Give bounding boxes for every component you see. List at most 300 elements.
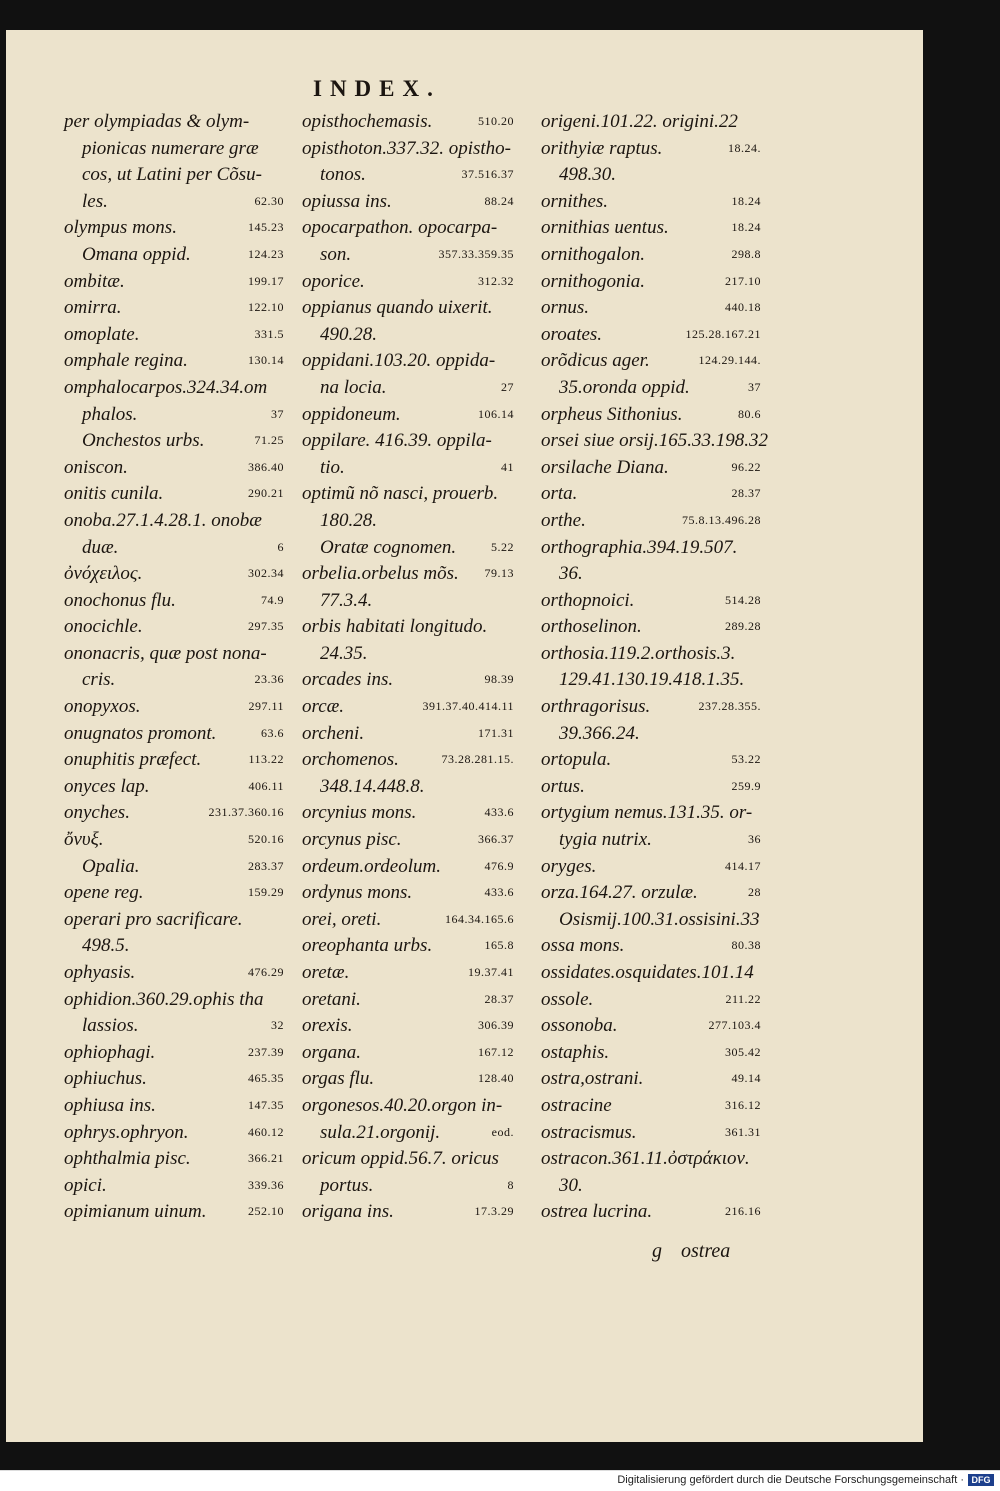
index-entry bbox=[302, 1012, 514, 1039]
entry-reference: 237.28.355. bbox=[698, 699, 761, 714]
index-entry bbox=[302, 799, 514, 826]
entry-term: ophyasis. bbox=[64, 962, 136, 983]
index-entry bbox=[302, 560, 514, 587]
entry-term: onocichle. bbox=[64, 616, 143, 638]
entry-reference: 165.8 bbox=[484, 938, 514, 953]
index-entry bbox=[302, 135, 514, 162]
index-entry bbox=[541, 1145, 761, 1172]
index-entry bbox=[541, 161, 761, 188]
entry-term: lassios. bbox=[82, 1015, 139, 1037]
entry-term: tygia nutrix. bbox=[559, 829, 652, 851]
entry-term: duæ. bbox=[82, 536, 119, 558]
entry-term: portus. bbox=[320, 1174, 374, 1196]
entry-term: ortopula. bbox=[541, 749, 612, 771]
index-entry bbox=[64, 746, 284, 773]
entry-term: opisthoton.337.32. opistho- bbox=[302, 137, 512, 159]
entry-term: omphale regina. bbox=[64, 350, 188, 372]
index-entry bbox=[302, 241, 514, 268]
index-entry bbox=[541, 1198, 761, 1225]
index-entry bbox=[302, 587, 514, 614]
index-entry bbox=[302, 932, 514, 959]
index-entry bbox=[64, 587, 284, 614]
index-entry bbox=[64, 1198, 284, 1225]
index-entry bbox=[541, 1065, 761, 1092]
entry-reference: 297.11 bbox=[248, 699, 284, 714]
entry-reference: 6 bbox=[277, 539, 284, 554]
entry-term: ostra,ostrani. bbox=[541, 1068, 644, 1090]
entry-reference: 167.12 bbox=[478, 1044, 514, 1059]
index-entry bbox=[541, 374, 761, 401]
index-entry bbox=[64, 108, 284, 135]
index-entry bbox=[541, 401, 761, 428]
entry-reference: 339.36 bbox=[248, 1177, 284, 1192]
entry-term: orchomenos. bbox=[302, 749, 399, 771]
entry-term: ortygium nemus.131.35. or- bbox=[541, 802, 753, 824]
index-entry bbox=[302, 507, 514, 534]
entry-term: orcæ. bbox=[302, 696, 345, 718]
index-entry bbox=[541, 1172, 761, 1199]
entry-reference: 27 bbox=[501, 379, 514, 394]
index-entry bbox=[64, 906, 284, 933]
entry-term: per olympiadas & olym- bbox=[64, 111, 250, 132]
entry-term: ophthalmia pisc. bbox=[64, 1148, 191, 1170]
entry-term: opene reg. bbox=[64, 882, 144, 904]
entry-term: orbelia.orbelus mõs. bbox=[302, 563, 459, 585]
entry-reference: eod. bbox=[491, 1124, 514, 1139]
entry-term: oppidani.103.20. oppida- bbox=[302, 350, 496, 372]
index-entry bbox=[64, 135, 284, 162]
entry-reference: 289.28 bbox=[725, 619, 761, 634]
entry-term: oroates. bbox=[541, 323, 603, 345]
entry-reference: 37.516.37 bbox=[461, 167, 514, 182]
index-entry bbox=[64, 480, 284, 507]
entry-term: ornithogonia. bbox=[541, 270, 645, 292]
index-entry bbox=[541, 826, 761, 853]
index-entry bbox=[541, 427, 768, 454]
index-column-1 bbox=[64, 108, 284, 1225]
entry-term: orcheni. bbox=[302, 722, 365, 744]
index-entry bbox=[541, 693, 761, 720]
index-entry bbox=[64, 932, 284, 959]
index-entry bbox=[302, 640, 514, 667]
entry-reference: 312.32 bbox=[478, 273, 514, 288]
index-entry bbox=[541, 294, 761, 321]
index-entry bbox=[302, 374, 514, 401]
entry-term: 35.oronda oppid. bbox=[559, 376, 690, 398]
entry-term: phalos. bbox=[82, 403, 138, 425]
entry-term: les. bbox=[82, 190, 108, 212]
entry-reference: 259.9 bbox=[731, 778, 761, 793]
index-entry bbox=[302, 959, 514, 986]
entry-term: ossidates.osquidates.101.14 bbox=[541, 962, 754, 983]
entry-term: pionicas numerare græ bbox=[82, 137, 259, 159]
index-entry bbox=[541, 268, 761, 295]
entry-reference: 18.24 bbox=[731, 193, 761, 208]
index-entry bbox=[64, 294, 284, 321]
index-entry bbox=[302, 1065, 514, 1092]
entry-term: ostracine bbox=[541, 1094, 612, 1116]
entry-reference: 440.18 bbox=[725, 300, 761, 315]
entry-reference: 124.23 bbox=[248, 246, 284, 261]
entry-term: oppidoneum. bbox=[302, 403, 401, 425]
entry-term: Osismij.100.31.ossisini.33 bbox=[559, 908, 760, 930]
entry-term: 498.30. bbox=[559, 164, 616, 186]
entry-term: orexis. bbox=[302, 1015, 353, 1037]
entry-reference: 96.22 bbox=[731, 459, 761, 474]
entry-reference: 49.14 bbox=[731, 1071, 761, 1086]
entry-reference: 211.22 bbox=[725, 991, 761, 1006]
entry-term: ornus. bbox=[541, 297, 590, 319]
entry-reference: 28.37 bbox=[731, 486, 761, 501]
entry-term: optimũ nõ nasci, prouerb. bbox=[302, 483, 499, 505]
entry-term: ornithes. bbox=[541, 190, 609, 212]
index-entry bbox=[302, 1172, 514, 1199]
entry-reference: 130.14 bbox=[248, 353, 284, 368]
entry-reference: 122.10 bbox=[248, 300, 284, 315]
entry-term: ossole. bbox=[541, 988, 594, 1010]
entry-reference: 290.21 bbox=[248, 486, 284, 501]
entry-term: orza.164.27. orzulæ. bbox=[541, 882, 698, 904]
entry-term: orta. bbox=[541, 483, 578, 505]
index-entry bbox=[541, 720, 761, 747]
entry-term: orgonesos.40.20.orgon in- bbox=[302, 1094, 503, 1116]
entry-term: orcades ins. bbox=[302, 669, 394, 691]
entry-reference: 386.40 bbox=[248, 459, 284, 474]
index-entry bbox=[302, 773, 514, 800]
entry-reference: 391.37.40.414.11 bbox=[422, 699, 514, 714]
index-entry bbox=[302, 427, 514, 454]
index-entry bbox=[541, 214, 761, 241]
index-entry bbox=[302, 294, 514, 321]
entry-term: 348.14.448.8. bbox=[320, 775, 425, 797]
entry-term: na locia. bbox=[320, 376, 387, 398]
index-entry bbox=[64, 427, 284, 454]
index-entry bbox=[302, 1145, 514, 1172]
entry-term: ononacris, quæ post nona- bbox=[64, 642, 267, 664]
entry-reference: 147.35 bbox=[248, 1097, 284, 1112]
entry-term: onugnatos promont. bbox=[64, 722, 217, 744]
index-entry bbox=[302, 214, 514, 241]
entry-reference: 361.31 bbox=[725, 1124, 761, 1139]
index-entry bbox=[64, 879, 284, 906]
index-entry bbox=[64, 1145, 284, 1172]
index-entry bbox=[64, 640, 284, 667]
index-entry bbox=[541, 321, 761, 348]
entry-reference: 80.6 bbox=[738, 406, 761, 421]
entry-reference: 306.39 bbox=[478, 1018, 514, 1033]
entry-term: ortus. bbox=[541, 775, 585, 797]
footer-credit: Digitalisierung gefördert durch die Deutsche Forschungsgemeinschaft · bbox=[617, 1474, 964, 1486]
entry-reference: 476.29 bbox=[248, 965, 284, 979]
index-entry bbox=[541, 534, 761, 561]
index-entry bbox=[541, 560, 761, 587]
entry-term: orei, oreti. bbox=[302, 908, 382, 930]
index-entry bbox=[541, 347, 761, 374]
entry-term: Opalia. bbox=[82, 855, 140, 877]
index-entry bbox=[541, 135, 761, 162]
entry-reference: 17.3.29 bbox=[474, 1204, 514, 1219]
index-entry bbox=[302, 188, 514, 215]
entry-term: ornithogalon. bbox=[541, 243, 645, 265]
index-entry bbox=[541, 986, 761, 1013]
entry-term: ophiuchus. bbox=[64, 1068, 147, 1090]
entry-reference: 476.9 bbox=[484, 858, 514, 873]
entry-term: onyces lap. bbox=[64, 775, 150, 797]
index-entry bbox=[302, 401, 514, 428]
entry-term: opocarpathon. opocarpa- bbox=[302, 217, 498, 239]
index-entry bbox=[64, 374, 284, 401]
index-entry bbox=[302, 480, 514, 507]
entry-reference: 237.39 bbox=[248, 1044, 284, 1059]
entry-reference: 366.21 bbox=[248, 1151, 284, 1166]
index-entry bbox=[64, 347, 284, 374]
index-entry bbox=[302, 720, 514, 747]
entry-term: orõdicus ager. bbox=[541, 350, 650, 372]
catchword-line bbox=[652, 1240, 730, 1263]
entry-reference: 71.25 bbox=[254, 433, 284, 448]
index-entry bbox=[541, 507, 761, 534]
entry-reference: 514.28 bbox=[725, 592, 761, 607]
entry-term: omphalocarpos.324.34.om bbox=[64, 376, 268, 398]
index-entry bbox=[302, 613, 514, 640]
index-entry bbox=[64, 534, 284, 561]
index-entry bbox=[64, 773, 284, 800]
entry-term: sula.21.orgonij. bbox=[320, 1121, 441, 1143]
entry-term: ὄνυξ. bbox=[64, 829, 104, 851]
entry-term: orsilache Diana. bbox=[541, 456, 669, 478]
index-entry bbox=[64, 560, 284, 587]
entry-reference: 433.6 bbox=[484, 885, 514, 900]
entry-term: onochonus flu. bbox=[64, 589, 176, 611]
entry-term: orthosia.119.2.orthosis.3. bbox=[541, 642, 736, 664]
index-entry bbox=[64, 454, 284, 481]
entry-term: 39.366.24. bbox=[559, 722, 640, 744]
index-entry bbox=[302, 534, 514, 561]
entry-term: orthragorisus. bbox=[541, 696, 651, 718]
entry-reference: 125.28.167.21 bbox=[685, 326, 761, 341]
entry-reference: 41 bbox=[501, 459, 514, 474]
entry-reference: 414.17 bbox=[725, 858, 761, 873]
index-entry bbox=[64, 613, 284, 640]
index-entry bbox=[64, 214, 284, 241]
index-entry bbox=[302, 693, 514, 720]
index-entry bbox=[64, 799, 284, 826]
entry-reference: 63.6 bbox=[261, 725, 284, 740]
index-entry bbox=[541, 241, 761, 268]
entry-term: onopyxos. bbox=[64, 696, 141, 718]
entry-term: opisthochemasis. bbox=[302, 111, 433, 132]
entry-term: Onchestos urbs. bbox=[82, 430, 205, 452]
entry-reference: 79.13 bbox=[484, 566, 514, 581]
entry-reference: 217.10 bbox=[725, 273, 761, 288]
entry-term: opici. bbox=[64, 1174, 107, 1196]
entry-term: oreophanta urbs. bbox=[302, 935, 433, 957]
entry-term: oryges. bbox=[541, 855, 597, 877]
entry-reference: 74.9 bbox=[261, 592, 284, 607]
index-entry bbox=[302, 666, 514, 693]
index-entry bbox=[64, 1172, 284, 1199]
index-entry bbox=[302, 347, 514, 374]
index-entry bbox=[64, 959, 284, 986]
index-entry bbox=[302, 108, 514, 135]
entry-reference: 62.30 bbox=[254, 193, 284, 208]
index-entry bbox=[541, 906, 761, 933]
entry-term: onoba.27.1.4.28.1. onobæ bbox=[64, 509, 262, 531]
index-entry bbox=[541, 613, 761, 640]
index-entry bbox=[541, 108, 761, 135]
entry-reference: 164.34.165.6 bbox=[445, 911, 514, 926]
index-entry bbox=[64, 1012, 284, 1039]
entry-term: orgas flu. bbox=[302, 1068, 375, 1090]
entry-reference: 199.17 bbox=[248, 273, 284, 288]
entry-term: ostracon.361.11.ὀστράκιον. bbox=[541, 1148, 750, 1170]
entry-term: onyches. bbox=[64, 802, 130, 824]
index-entry bbox=[541, 666, 761, 693]
entry-term: son. bbox=[320, 243, 352, 265]
index-entry bbox=[64, 693, 284, 720]
index-entry bbox=[302, 268, 514, 295]
entry-term: origeni.101.22. origini.22 bbox=[541, 111, 738, 132]
index-entry bbox=[541, 1012, 761, 1039]
index-entry bbox=[302, 906, 514, 933]
entry-term: ostracismus. bbox=[541, 1121, 637, 1143]
entry-reference: 75.8.13.496.28 bbox=[682, 512, 761, 527]
entry-term: ὀνόχειλος. bbox=[64, 563, 143, 585]
catchword: ostrea bbox=[681, 1240, 731, 1262]
entry-term: 498.5. bbox=[82, 935, 130, 957]
index-entry bbox=[64, 853, 284, 880]
entry-term: orcynus pisc. bbox=[302, 829, 402, 851]
entry-term: ostrea lucrina. bbox=[541, 1201, 653, 1223]
entry-reference: 23.36 bbox=[254, 672, 284, 687]
entry-term: orpheus Sithonius. bbox=[541, 403, 683, 425]
entry-term: ossa mons. bbox=[541, 935, 625, 957]
index-entry bbox=[302, 853, 514, 880]
entry-reference: 510.20 bbox=[478, 114, 514, 128]
index-entry bbox=[64, 986, 284, 1013]
entry-term: 490.28. bbox=[320, 323, 377, 345]
entry-reference: 32 bbox=[271, 1018, 284, 1033]
entry-reference: 19.37.41 bbox=[468, 965, 514, 979]
index-entry bbox=[541, 879, 761, 906]
entry-reference: 128.40 bbox=[478, 1071, 514, 1086]
entry-term: oppilare. 416.39. oppila- bbox=[302, 430, 492, 452]
entry-term: ordeum.ordeolum. bbox=[302, 855, 441, 877]
entry-term: 77.3.4. bbox=[320, 589, 373, 611]
entry-term: oretani. bbox=[302, 988, 361, 1010]
entry-term: orbis habitati longitudo. bbox=[302, 616, 488, 638]
index-entry bbox=[541, 587, 761, 614]
entry-term: oppianus quando uixerit. bbox=[302, 297, 493, 319]
entry-term: 36. bbox=[559, 563, 583, 585]
entry-term: onuphitis præfect. bbox=[64, 749, 202, 771]
entry-reference: 297.35 bbox=[248, 619, 284, 634]
entry-reference: 98.39 bbox=[484, 672, 514, 687]
index-entry bbox=[64, 1065, 284, 1092]
index-entry bbox=[541, 454, 761, 481]
entry-reference: 106.14 bbox=[478, 406, 514, 421]
index-entry bbox=[541, 799, 761, 826]
index-entry bbox=[541, 746, 761, 773]
entry-term: operari pro sacrificare. bbox=[64, 908, 243, 930]
index-entry bbox=[64, 826, 284, 853]
entry-term: orthe. bbox=[541, 509, 586, 531]
index-entry bbox=[64, 1119, 284, 1146]
entry-reference: 433.6 bbox=[484, 805, 514, 820]
entry-reference: 145.23 bbox=[248, 220, 284, 235]
index-entry bbox=[541, 1119, 761, 1146]
entry-reference: 366.37 bbox=[478, 832, 514, 847]
entry-reference: 5.22 bbox=[491, 539, 514, 554]
entry-term: ophiophagi. bbox=[64, 1041, 156, 1063]
index-entry bbox=[541, 959, 761, 986]
entry-term: Oratæ cognomen. bbox=[320, 536, 457, 558]
index-entry bbox=[541, 932, 761, 959]
index-entry bbox=[64, 507, 284, 534]
entry-reference: 73.28.281.15. bbox=[441, 752, 514, 767]
dfg-logo: DFG bbox=[968, 1474, 994, 1486]
entry-reference: 36 bbox=[748, 832, 761, 847]
index-entry bbox=[64, 1039, 284, 1066]
entry-reference: 18.24 bbox=[731, 220, 761, 235]
entry-term: olympus mons. bbox=[64, 217, 177, 239]
entry-term: cos, ut Latini per Cõsu- bbox=[82, 164, 262, 186]
entry-term: origana ins. bbox=[302, 1201, 394, 1223]
signature-mark: g bbox=[652, 1240, 662, 1262]
index-entry bbox=[541, 853, 761, 880]
entry-term: ophidion.360.29.ophis tha bbox=[64, 988, 264, 1010]
entry-reference: 283.37 bbox=[248, 858, 284, 873]
index-entry bbox=[541, 640, 761, 667]
entry-reference: 216.16 bbox=[725, 1204, 761, 1219]
page-header: INDEX. bbox=[313, 76, 441, 101]
entry-reference: 298.8 bbox=[731, 246, 761, 261]
entry-reference: 124.29.144. bbox=[698, 353, 761, 368]
entry-reference: 8 bbox=[507, 1177, 514, 1192]
index-entry bbox=[64, 321, 284, 348]
entry-term: organa. bbox=[302, 1041, 361, 1063]
digitization-footer bbox=[0, 1470, 1000, 1491]
entry-reference: 357.33.359.35 bbox=[438, 246, 514, 261]
index-entry bbox=[302, 879, 514, 906]
entry-term: opiussa ins. bbox=[302, 190, 392, 212]
entry-term: ornithias uentus. bbox=[541, 217, 669, 239]
index-entry bbox=[541, 1092, 761, 1119]
index-entry bbox=[302, 321, 514, 348]
index-entry bbox=[302, 1119, 514, 1146]
entry-term: ordynus mons. bbox=[302, 882, 413, 904]
index-entry bbox=[302, 826, 514, 853]
entry-reference: 520.16 bbox=[248, 832, 284, 847]
entry-term: orcynius mons. bbox=[302, 802, 417, 824]
entry-term: 30. bbox=[559, 1174, 583, 1196]
entry-reference: 331.5 bbox=[254, 326, 284, 341]
entry-reference: 302.34 bbox=[248, 566, 284, 581]
entry-reference: 18.24. bbox=[728, 140, 761, 155]
entry-term: oretæ. bbox=[302, 962, 350, 983]
entry-term: orsei siue orsij.165.33.198.32 bbox=[541, 430, 768, 452]
entry-term: oricum oppid.56.7. oricus bbox=[302, 1148, 499, 1170]
index-entry bbox=[64, 1092, 284, 1119]
index-column-3 bbox=[541, 108, 768, 1225]
entry-term: oniscon. bbox=[64, 456, 128, 478]
entry-term: 24.35. bbox=[320, 642, 368, 664]
entry-reference: 80.38 bbox=[731, 938, 761, 953]
index-entry bbox=[302, 161, 514, 188]
index-entry bbox=[541, 480, 761, 507]
index-entry bbox=[302, 454, 514, 481]
index-entry bbox=[541, 773, 761, 800]
